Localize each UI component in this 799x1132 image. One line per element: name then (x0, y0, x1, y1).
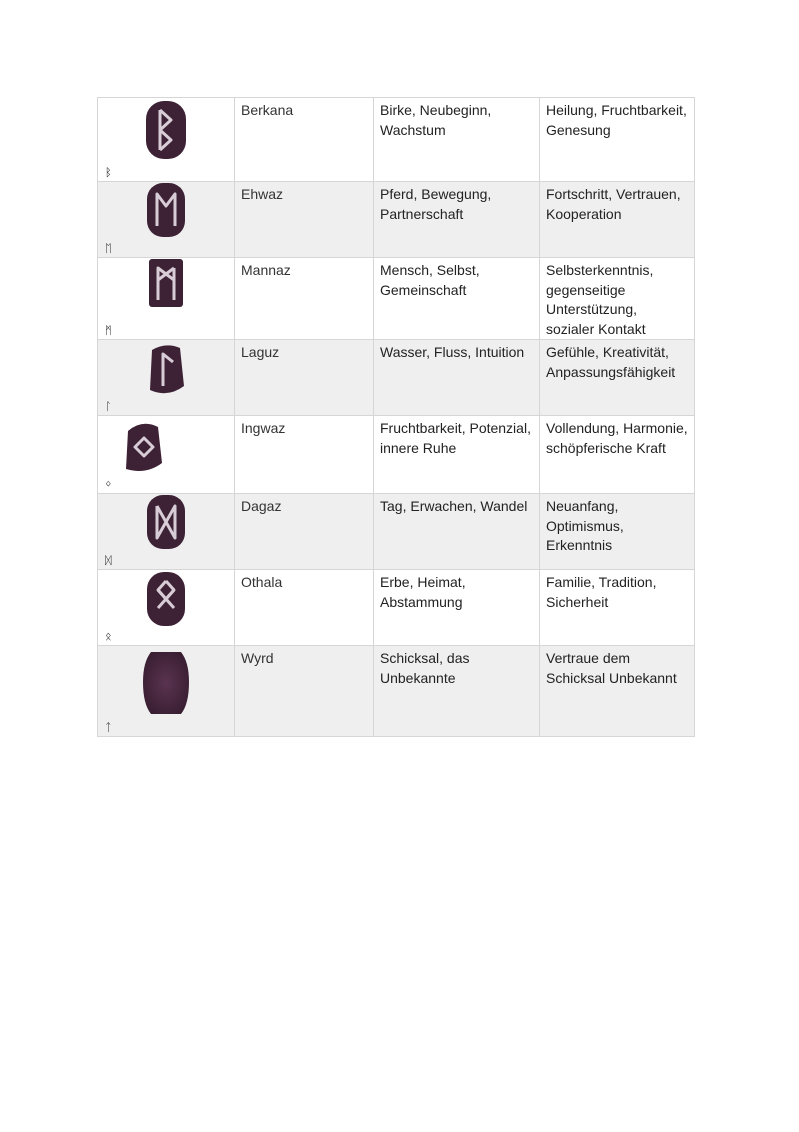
rune-image-cell (98, 98, 235, 182)
table-row (98, 416, 695, 494)
rune-stone-othala-icon (145, 571, 187, 627)
table-row (98, 494, 695, 570)
rune-stone-laguz-icon (146, 342, 186, 396)
rune-meaning: Birke, Neubeginn, Wachstum (374, 98, 540, 182)
rune-glyph: ᛗ (105, 324, 112, 337)
rune-name: Berkana (235, 98, 374, 182)
rune-glyph: ᛞ (105, 554, 112, 567)
rune-meaning: Mensch, Selbst, Gemeinschaft (374, 258, 540, 340)
table-row (98, 340, 695, 416)
rune-interpretation: Selbsterkenntnis, gegenseitige Unterstützung, sozialer Kontakt (540, 258, 695, 340)
rune-name: Ehwaz (235, 182, 374, 258)
rune-meaning: Tag, Erwachen, Wandel (374, 494, 540, 570)
table-row (98, 570, 695, 646)
rune-stone-berkana-icon (144, 100, 188, 160)
table-row (98, 182, 695, 258)
rune-glyph: ᛚ (105, 400, 112, 413)
rune-stone-ingwaz-icon (124, 419, 164, 473)
rune-interpretation: Heilung, Fruchtbarkeit, Genesung (540, 98, 695, 182)
rune-interpretation: Fortschritt, Vertrauen, Kooperation (540, 182, 695, 258)
rune-interpretation: Vollendung, Harmonie, schöpferische Kraft (540, 416, 695, 494)
rune-name: Othala (235, 570, 374, 646)
rune-glyph: ᛟ (105, 630, 112, 643)
rune-image-cell (98, 646, 235, 737)
rune-stone-ehwaz-icon (145, 182, 187, 238)
rune-glyph: ᛒ (105, 166, 112, 179)
rune-interpretation: Familie, Tradition, Sicherheit (540, 570, 695, 646)
rune-interpretation: Vertraue dem Schicksal Unbekannt (540, 646, 695, 737)
rune-meaning: Fruchtbarkeit, Potenzial, innere Ruhe (374, 416, 540, 494)
rune-image-cell (98, 258, 235, 340)
rune-stone-dagaz-icon (145, 494, 187, 550)
rune-name: Wyrd (235, 646, 374, 737)
rune-stone-wyrd-blank-icon (141, 648, 191, 718)
rune-image-cell (98, 340, 235, 416)
rune-interpretation: Neuanfang, Optimismus, Erkenntnis (540, 494, 695, 570)
rune-name: Ingwaz (235, 416, 374, 494)
rune-name: Laguz (235, 340, 374, 416)
rune-interpretation: Gefühle, Kreativität, Anpassungsfähigkeit (540, 340, 695, 416)
rune-meaning: Schicksal, das Unbekannte (374, 646, 540, 737)
rune-image-cell (98, 494, 235, 570)
rune-name: Mannaz (235, 258, 374, 340)
rune-image-cell (98, 182, 235, 258)
rune-table-page (97, 97, 694, 737)
rune-stone-mannaz-icon (148, 258, 184, 308)
rune-meaning: Pferd, Bewegung, Partnerschaft (374, 182, 540, 258)
table-row (98, 98, 695, 182)
table-row (98, 258, 695, 340)
rune-glyph: ᛖ (105, 242, 112, 255)
rune-image-cell (98, 570, 235, 646)
rune-image-cell (98, 416, 235, 494)
rune-meaning: Wasser, Fluss, Intuition (374, 340, 540, 416)
table-row (98, 646, 695, 737)
rune-glyph: ᛏ (105, 721, 112, 734)
rune-glyph: ᛜ (105, 478, 112, 491)
rune-meaning: Erbe, Heimat, Abstammung (374, 570, 540, 646)
rune-table (97, 97, 695, 737)
rune-name: Dagaz (235, 494, 374, 570)
